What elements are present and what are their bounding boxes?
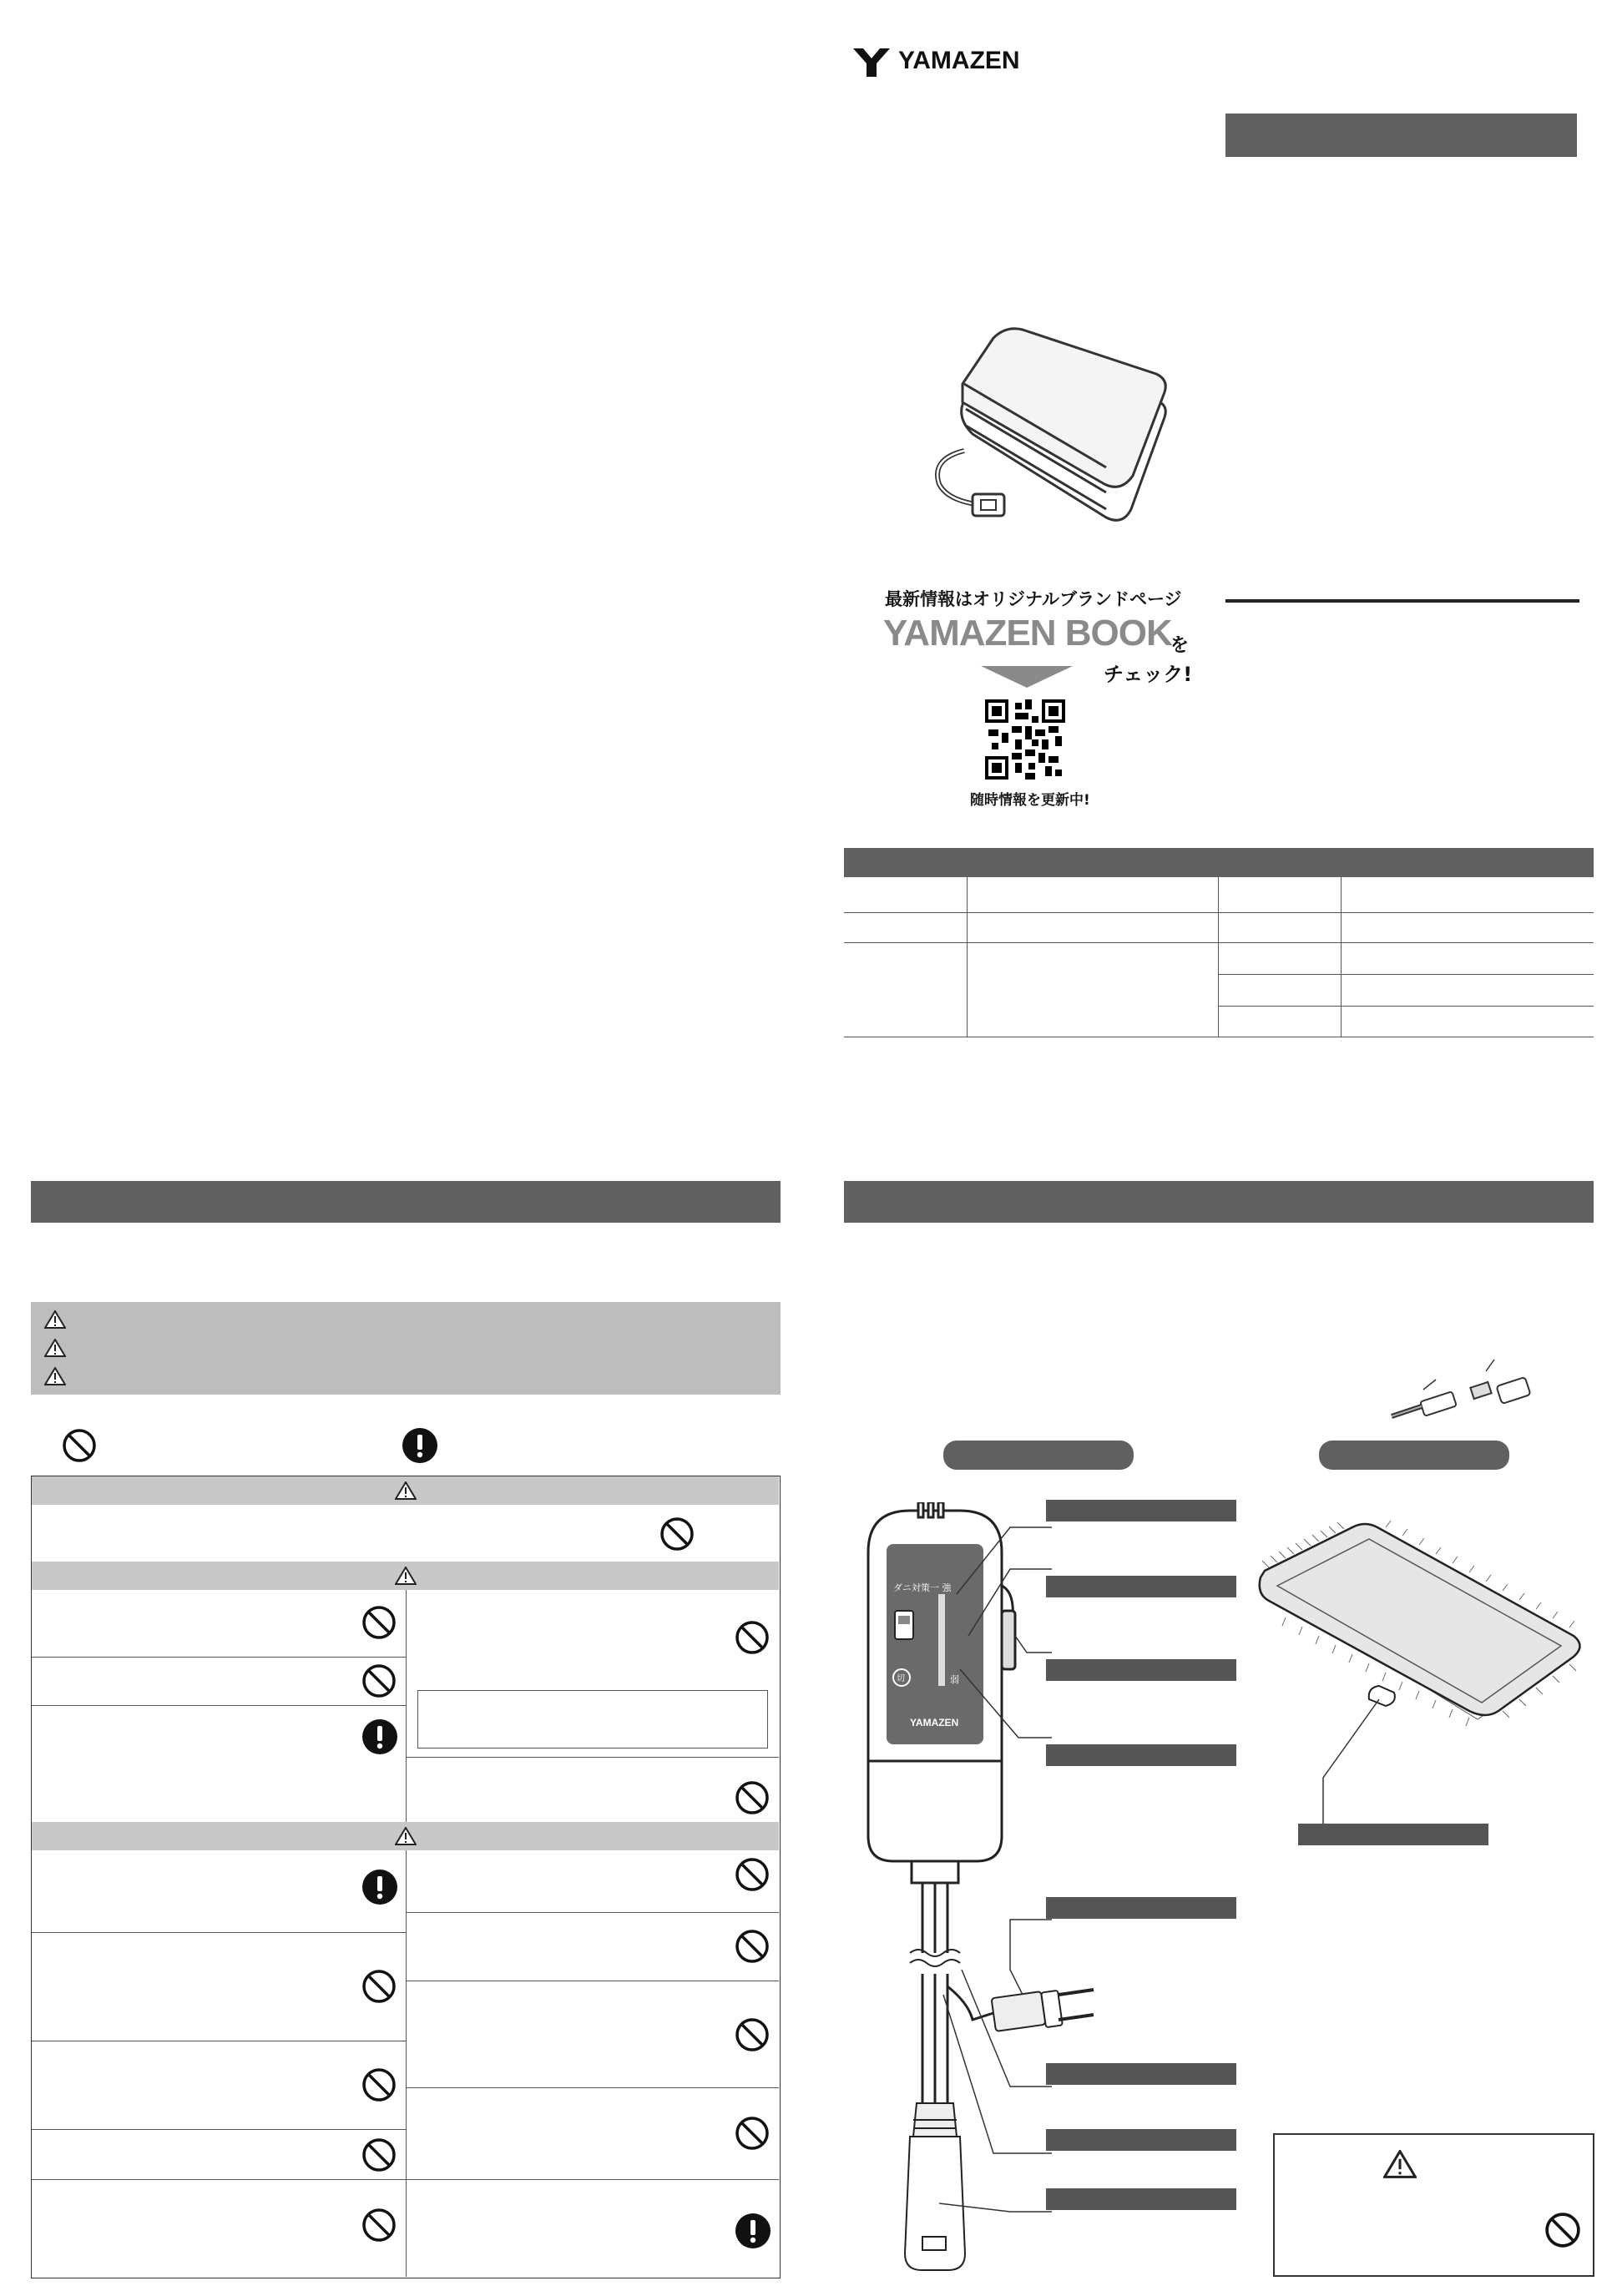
power-label: 切 [897,1674,905,1683]
prohibited-icon [361,1969,397,2004]
spec-table [844,877,1594,1037]
callout-bar-6 [1046,2063,1236,2085]
prohibited-icon [1544,2212,1581,2248]
prohibited-icon [361,2067,397,2102]
title-bar [1225,114,1577,157]
prohibited-icon [735,1857,770,1892]
callout-bar-3 [1046,1659,1236,1681]
blanket-illustration [914,325,1181,542]
qr-code-icon[interactable] [985,699,1065,780]
callout-bar-2 [1046,1576,1236,1597]
panel-logo: YAMAZEN [910,1717,959,1728]
warning-header [32,1562,779,1590]
prohibited-icon [62,1428,97,1463]
brand-page-particle: を [1170,635,1190,656]
prohibited-icon [735,1620,770,1655]
warning-triangle-icon [395,1481,417,1500]
warning-triangle-icon [44,1339,66,1357]
blanket-pad-illustration [1244,1502,1594,1861]
callout-bar-4 [1046,1744,1236,1766]
brand-page-line1: 最新情報はオリジナルブランドページ [885,589,1182,609]
brand-page-cta: チェック! [1104,663,1193,686]
connector-illustration [1390,1356,1557,1423]
mandatory-icon [361,1718,398,1755]
warning-triangle-icon [44,1310,66,1329]
callout-bar-8 [1046,2188,1236,2210]
yamazen-logo-mark-icon [851,45,892,78]
warning-triangle-icon [395,1567,417,1585]
caution-box [1273,2133,1594,2277]
yamazen-logo [851,43,1035,80]
mandatory-icon [402,1427,438,1464]
caution-header [32,1822,779,1850]
panel-label-bottom: 弱 [950,1674,959,1685]
danger-header [32,1476,779,1505]
prohibited-icon [735,2116,770,2151]
safety-table [31,1476,781,2278]
down-arrow-icon [981,666,1073,688]
prohibited-icon [361,1663,397,1698]
hazard-legend-box [31,1302,781,1395]
prohibited-icon [361,1605,397,1640]
mandatory-icon [735,2213,771,2249]
callout-bar-9 [1298,1824,1488,1845]
panel-label-top: ダニ対策一 強 [893,1582,952,1593]
info-rule [1225,599,1579,603]
prohibited-icon [361,2208,397,2243]
warning-triangle-icon [1383,2150,1417,2178]
prohibited-icon [735,2017,770,2052]
warning-triangle-icon [395,1827,417,1845]
qr-caption: 随時情報を更新中! [970,792,1090,809]
safety-section-bar [31,1181,781,1223]
parts-section-bar [844,1181,1594,1223]
warning-triangle-icon [44,1367,66,1385]
spec-table-header [844,848,1594,877]
prohibited-icon [735,1780,770,1815]
callout-bar-5 [1046,1897,1236,1919]
logo-text: YAMAZEN [898,47,1020,74]
callout-bar-1 [1046,1500,1236,1521]
blanket-diagram-label [1319,1441,1509,1470]
mandatory-icon [361,1869,398,1905]
prohibited-icon [361,2137,397,2172]
prohibited-icon [659,1516,695,1552]
callout-bar-7 [1046,2129,1236,2151]
prohibited-icon [735,1929,770,1964]
controller-illustration [843,1502,1227,2278]
brand-page-name: YAMAZEN BOOK [883,613,1172,653]
controller-diagram-label [943,1441,1134,1470]
